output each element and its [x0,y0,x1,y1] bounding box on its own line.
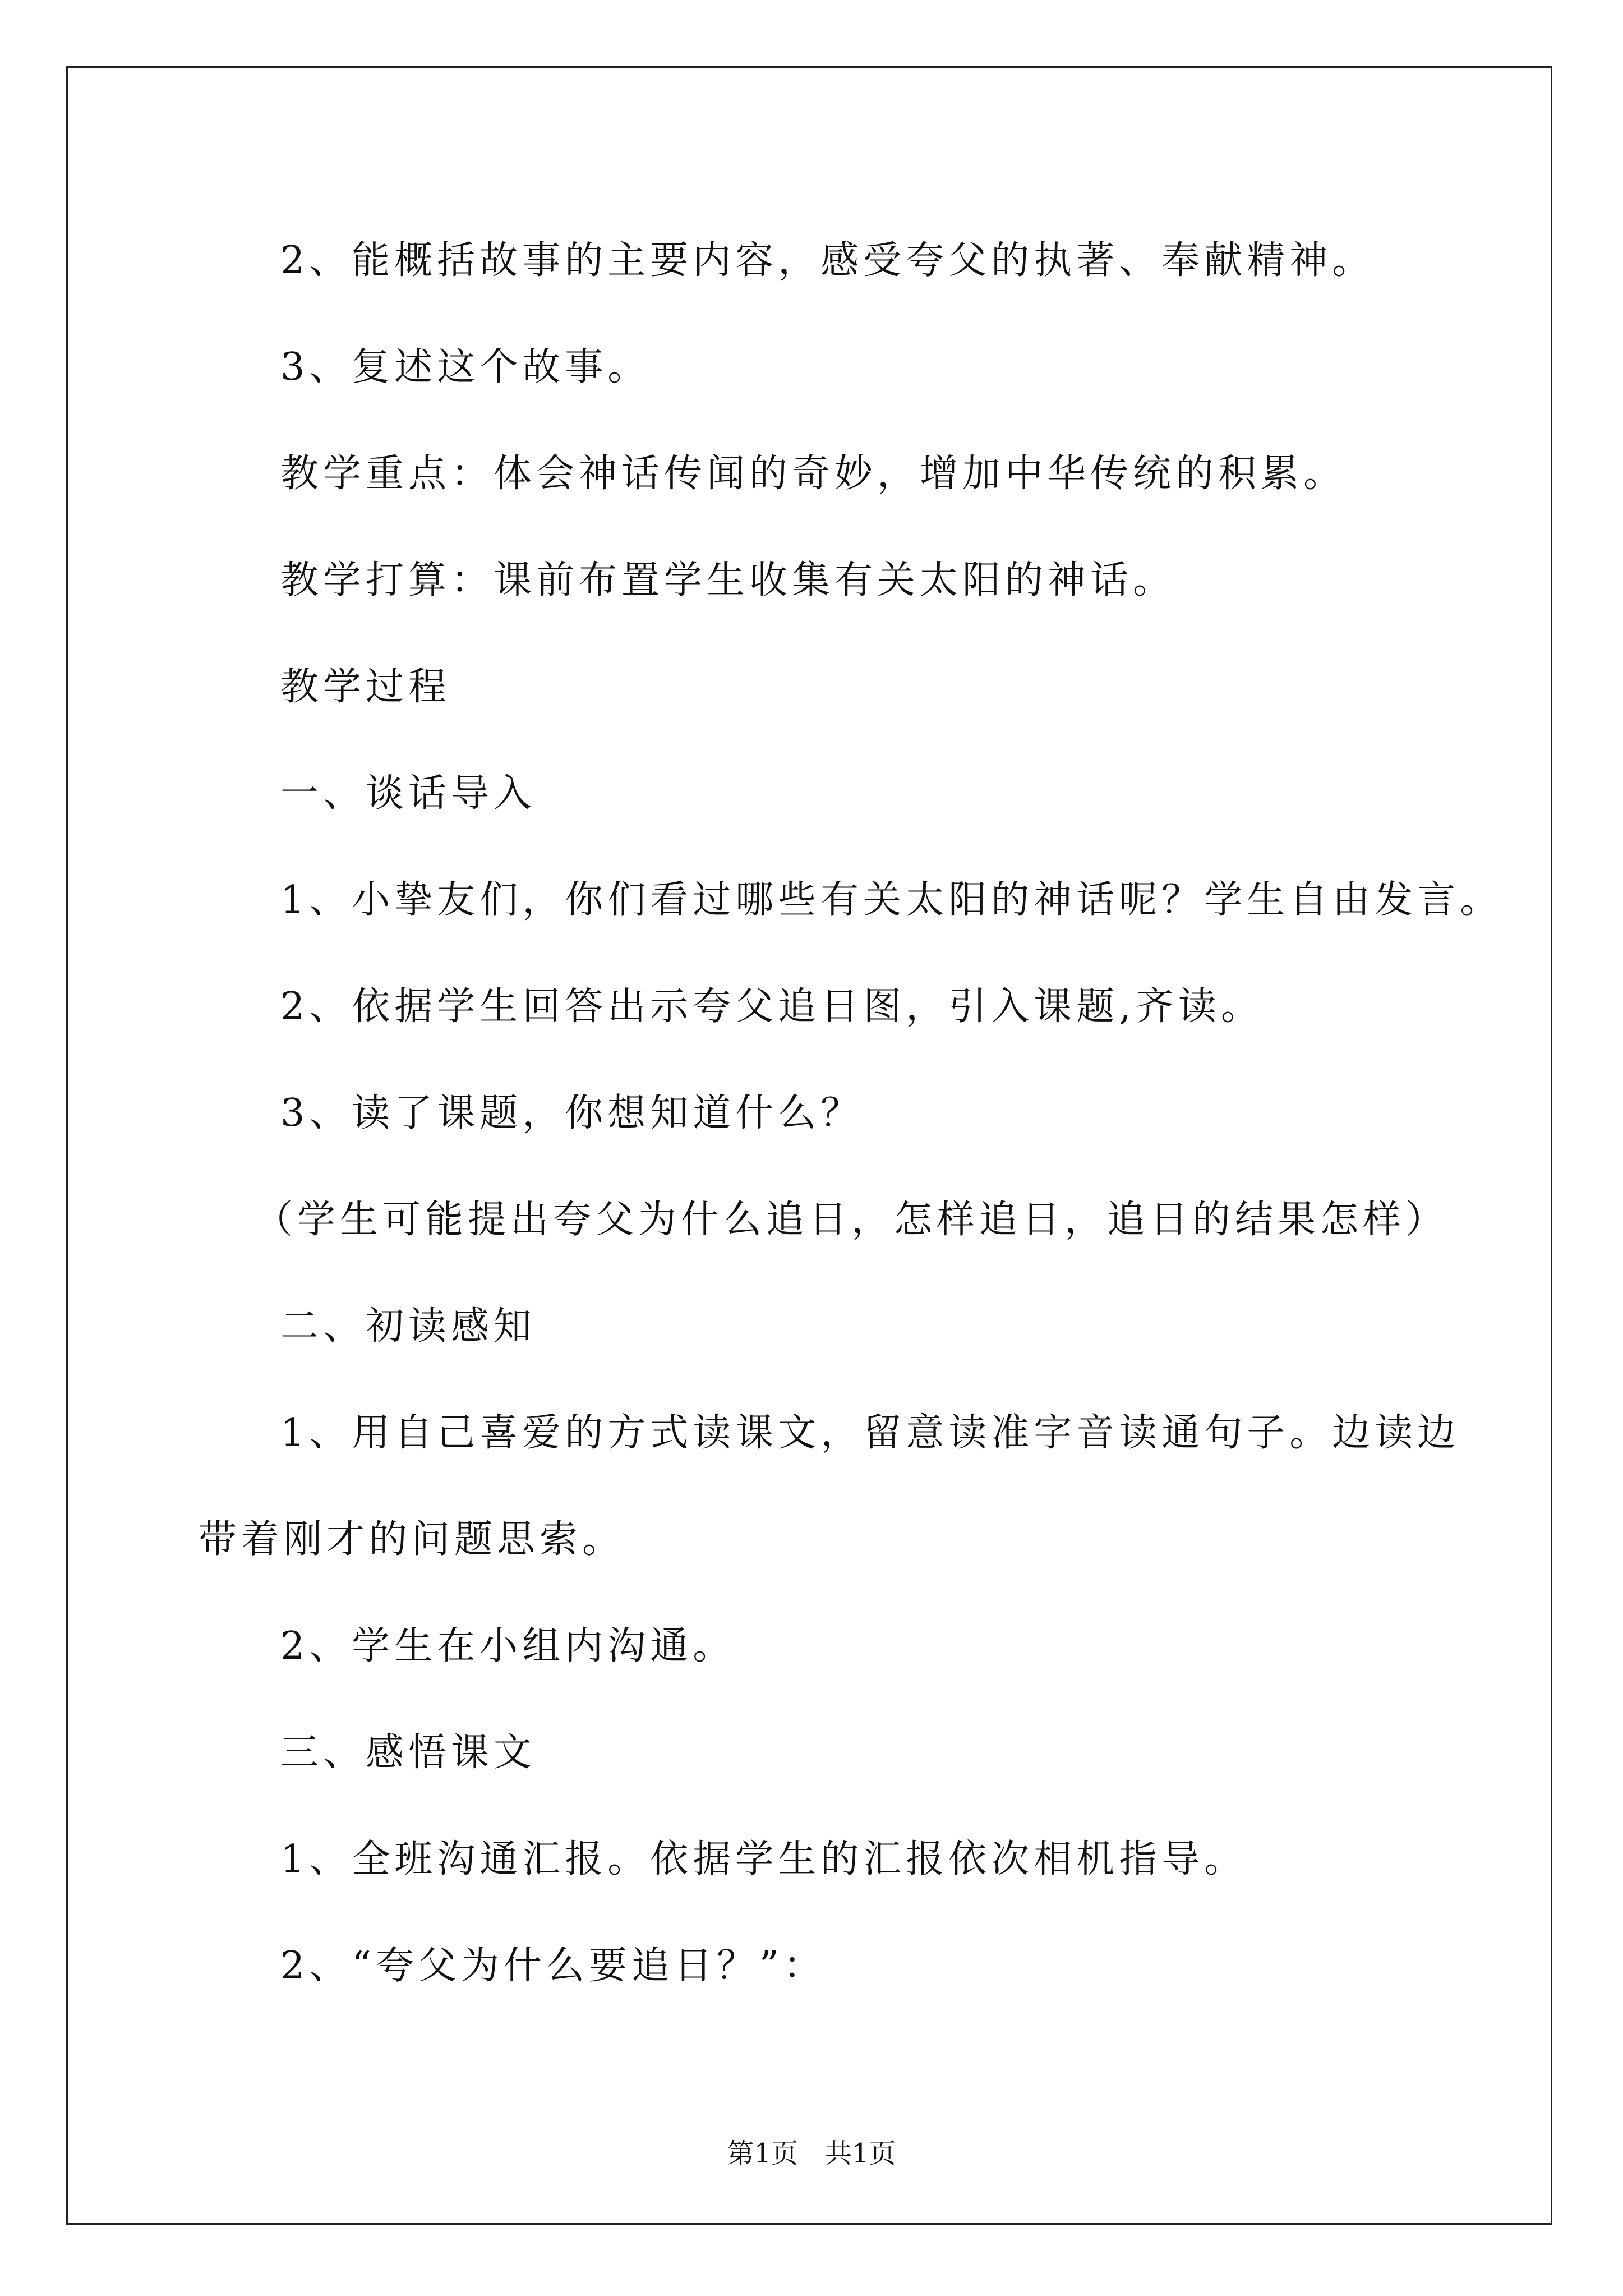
document-body [199,208,1503,2019]
paragraph: 2、依据学生回答出示夸父追日图，引入课题,齐读。 [280,984,1264,1029]
paragraph: 教学打算：课前布置学生收集有关太阳的神话。 [280,558,1176,602]
paragraph: 3、读了课题，你想知道什么？ [280,1091,864,1135]
section-heading: 三、感悟课文 [280,1731,537,1775]
paragraph: 1、小挚友们，你们看过哪些有关太阳的神话呢？学生自由发言。 [280,878,1503,922]
paragraph: 2、“夸父为什么要追日？”： [280,1944,826,1988]
paragraph: 1、全班沟通汇报。依据学生的汇报依次相机指导。 [280,1837,1247,1881]
section-heading: 二、初读感知 [280,1304,537,1349]
section-heading: 教学过程 [280,665,451,709]
paragraph: 3、复述这个故事。 [280,345,651,389]
paragraph: 2、能概括故事的主要内容，感受夸父的执著、奉献精神。 [280,238,1375,283]
page-number: 第1页 [727,2138,798,2169]
paragraph: （学生可能提出夸父为什么追日，怎样追日，追日的结果怎样） [255,1198,1449,1242]
page-footer [0,2132,1623,2170]
section-heading: 一、谈话导入 [280,771,537,816]
paragraph: 2、学生在小组内沟通。 [280,1624,736,1668]
page-total: 共1页 [825,2138,896,2169]
paragraph: 教学重点：体会神话传闻的奇妙，增加中华传统的积累。 [280,452,1347,496]
paragraph: 1、用自己喜爱的方式读课文，留意读准字音读通句子。边读边带着刚才的问题思索。 [199,1411,1460,1562]
